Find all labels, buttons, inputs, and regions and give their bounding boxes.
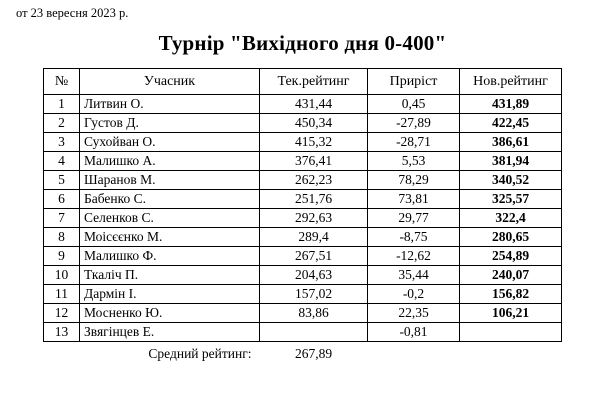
cell-delta: 78,29 [368,171,460,190]
cell-participant: Дармін І. [80,285,260,304]
column-header-number: № [44,69,80,95]
cell-new-rating: 280,65 [460,228,562,247]
average-rating-row [44,346,562,362]
column-header-new-rating: Нов.рейтинг [460,69,562,95]
table-row [44,209,562,228]
cell-new-rating: 431,89 [460,95,562,114]
cell-current-rating: 83,86 [260,304,368,323]
cell-number: 8 [44,228,80,247]
cell-delta: -28,71 [368,133,460,152]
cell-delta: 22,35 [368,304,460,323]
cell-current-rating: 267,51 [260,247,368,266]
cell-participant: Густов Д. [80,114,260,133]
cell-participant: Литвин О. [80,95,260,114]
cell-new-rating: 156,82 [460,285,562,304]
cell-new-rating [460,323,562,342]
cell-current-rating: 157,02 [260,285,368,304]
table-row [44,266,562,285]
cell-participant: Ткаліч П. [80,266,260,285]
table-row [44,114,562,133]
cell-new-rating: 422,45 [460,114,562,133]
cell-number: 10 [44,266,80,285]
cell-participant: Селенков С. [80,209,260,228]
cell-current-rating: 431,44 [260,95,368,114]
cell-number: 2 [44,114,80,133]
table-row [44,304,562,323]
cell-participant: Бабенко С. [80,190,260,209]
cell-number: 7 [44,209,80,228]
cell-delta: 5,53 [368,152,460,171]
cell-number: 5 [44,171,80,190]
cell-new-rating: 240,07 [460,266,562,285]
cell-new-rating: 254,89 [460,247,562,266]
cell-delta: 35,44 [368,266,460,285]
cell-number: 6 [44,190,80,209]
cell-number: 1 [44,95,80,114]
document-date: от 23 вересня 2023 р. [16,6,129,20]
cell-number: 3 [44,133,80,152]
cell-number: 13 [44,323,80,342]
cell-number: 12 [44,304,80,323]
cell-current-rating: 292,63 [260,209,368,228]
cell-participant: Моісєєнко М. [80,228,260,247]
cell-number: 4 [44,152,80,171]
average-rating-label: Средний рейтинг: [148,346,252,361]
cell-participant: Мосненко Ю. [80,304,260,323]
cell-delta: -0,81 [368,323,460,342]
cell-delta: -27,89 [368,114,460,133]
cell-current-rating: 289,4 [260,228,368,247]
cell-new-rating: 386,61 [460,133,562,152]
cell-participant: Малишко А. [80,152,260,171]
page-title: Турнір "Вихідного дня 0-400" [158,31,447,55]
cell-delta: 0,45 [368,95,460,114]
column-header-current-rating: Тек.рейтинг [260,69,368,95]
table-row [44,190,562,209]
cell-current-rating: 204,63 [260,266,368,285]
table-row [44,133,562,152]
ratings-table [43,68,562,342]
table-row [44,247,562,266]
cell-number: 11 [44,285,80,304]
table-row [44,228,562,247]
table-body [44,95,562,342]
cell-delta: -8,75 [368,228,460,247]
cell-participant: Сухойван О. [80,133,260,152]
column-header-participant: Учасник [80,69,260,95]
cell-current-rating: 376,41 [260,152,368,171]
cell-current-rating: 251,76 [260,190,368,209]
table-header-row [44,69,562,95]
cell-delta: 73,81 [368,190,460,209]
cell-new-rating: 325,57 [460,190,562,209]
table-row [44,95,562,114]
cell-new-rating: 340,52 [460,171,562,190]
cell-participant: Малишко Ф. [80,247,260,266]
cell-current-rating: 450,34 [260,114,368,133]
column-header-delta: Приріст [368,69,460,95]
cell-new-rating: 381,94 [460,152,562,171]
cell-number: 9 [44,247,80,266]
cell-delta: 29,77 [368,209,460,228]
cell-new-rating: 322,4 [460,209,562,228]
table-header [44,69,562,95]
cell-participant: Шаранов М. [80,171,260,190]
cell-participant: Звягінцев Е. [80,323,260,342]
table-row [44,323,562,342]
table-row [44,171,562,190]
cell-new-rating: 106,21 [460,304,562,323]
cell-current-rating: 262,23 [260,171,368,190]
cell-current-rating: 415,32 [260,133,368,152]
table-row [44,285,562,304]
average-rating-value: 267,89 [294,346,333,361]
cell-delta: -0,2 [368,285,460,304]
cell-current-rating [260,323,368,342]
cell-delta: -12,62 [368,247,460,266]
table-row [44,152,562,171]
